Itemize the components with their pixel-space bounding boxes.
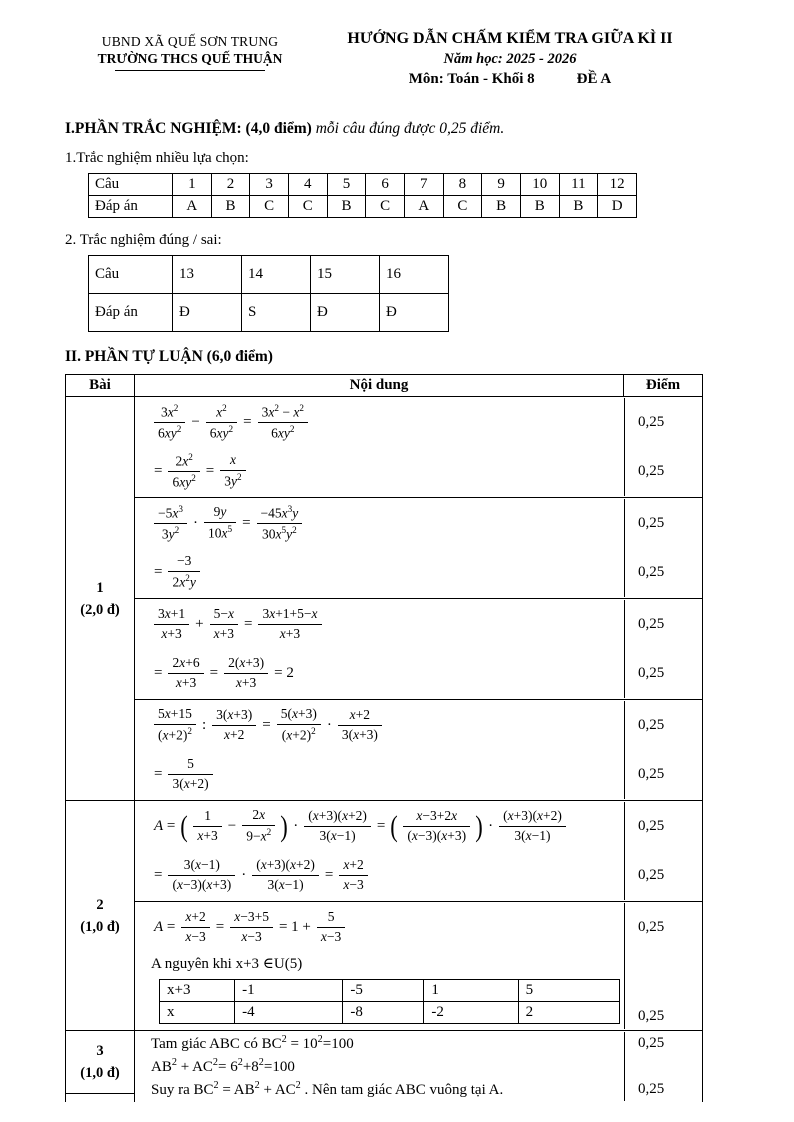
fraction: $\frac{(x+3)(x+2)}{3(x-1)}$ bbox=[499, 808, 566, 845]
fraction: $\frac{5}{x-3}$ bbox=[317, 909, 345, 946]
question-number-cell: 10 bbox=[520, 174, 559, 196]
question-number-cell: 5 bbox=[327, 174, 366, 196]
fraction: $\frac{3(x+3)}{x+2}$ bbox=[212, 707, 256, 744]
score-cell: 0,25 bbox=[624, 600, 702, 649]
score-cell: 0,25 bbox=[624, 802, 702, 851]
math-operator: : bbox=[201, 716, 207, 733]
fraction: $\frac{9y}{10x^5}$ bbox=[204, 504, 236, 542]
integer-case-cell: 2 bbox=[518, 1002, 619, 1024]
essay-row bbox=[66, 1031, 702, 1102]
solution-block bbox=[135, 699, 702, 800]
solution-content bbox=[135, 450, 624, 494]
question-number-cell: 6 bbox=[366, 174, 405, 196]
problem-number-cell bbox=[66, 1031, 135, 1102]
fraction: $\frac{-5x^3}{3y^2}$ bbox=[154, 504, 187, 544]
score-cell: 0,25 bbox=[624, 750, 702, 799]
essay-table-header bbox=[66, 375, 702, 397]
fraction: $\frac{5(x+3)}{(x+2)^2}$ bbox=[277, 706, 321, 744]
score-cell: 0,25 bbox=[624, 649, 702, 698]
fraction: $\frac{x+2}{x-3}$ bbox=[181, 909, 209, 946]
essay-column-header: Bài bbox=[66, 375, 135, 396]
solution-content bbox=[135, 907, 624, 948]
solution-content bbox=[135, 855, 624, 896]
solution-block bbox=[135, 397, 702, 497]
score-cell: 0,25 bbox=[624, 1032, 702, 1055]
math-operator: = bbox=[215, 918, 225, 935]
solution-content bbox=[135, 401, 624, 445]
fraction: $\frac{2(x+3)}{x+3}$ bbox=[224, 655, 268, 692]
integer-case-cell: x bbox=[160, 1002, 235, 1024]
essay-column-header: Nội dung bbox=[135, 375, 624, 396]
answer-cell: A bbox=[404, 196, 443, 218]
solution-line bbox=[135, 548, 702, 597]
score-cell: 0,25 bbox=[624, 447, 702, 496]
math-operator: − bbox=[227, 817, 237, 834]
mcq-label: 1.Trắc nghiệm nhiều lựa chọn: bbox=[65, 150, 249, 166]
solution-block bbox=[135, 901, 702, 1030]
fraction: $\frac{3x^2 - x^2}{6xy^2}$ bbox=[258, 403, 308, 443]
answer-cell: Đ bbox=[173, 294, 242, 332]
fraction: $\frac{3x+1}{x+3}$ bbox=[154, 606, 189, 643]
document-title: HƯỚNG DẪN CHẤM KIỂM TRA GIỮA KÌ II bbox=[347, 30, 673, 47]
math-operator: · bbox=[192, 514, 198, 531]
math-operator: = bbox=[243, 615, 253, 632]
question-number-cell: 7 bbox=[404, 174, 443, 196]
fraction: $\frac{(x+3)(x+2)}{3(x-1)}$ bbox=[304, 808, 371, 845]
solution-block bbox=[135, 598, 702, 699]
fraction: $\frac{1}{x+3}$ bbox=[193, 808, 221, 845]
solution-content: A nguyên khi x+3 ∈U(5) bbox=[151, 956, 303, 972]
math-operator: · bbox=[241, 866, 247, 883]
problem-number-line: (1,0 đ) bbox=[80, 1064, 120, 1081]
answer-cell: A bbox=[173, 196, 212, 218]
answer-cell: B bbox=[327, 196, 366, 218]
section1-heading-note: mỗi câu đúng được 0,25 điểm. bbox=[315, 120, 505, 137]
score-cell: 0,25 bbox=[624, 903, 702, 952]
fraction: $\frac{3(x-1)}{(x-3)(x+3)}$ bbox=[168, 857, 235, 894]
essay-row-body bbox=[135, 397, 702, 800]
fraction: $\frac{5}{3(x+2)}$ bbox=[168, 756, 212, 793]
fraction: $\frac{5x+15}{(x+2)^2}$ bbox=[154, 706, 196, 744]
answer-row bbox=[89, 294, 449, 332]
score-cell: 0,25 bbox=[624, 701, 702, 750]
solution-content: Tam giác ABC có $BC^2 = 10^2=100$ bbox=[151, 1034, 354, 1052]
solution-line bbox=[135, 398, 702, 447]
integer-case-cell: -5 bbox=[343, 980, 424, 1002]
math-operator: = bbox=[376, 817, 386, 834]
score-cell: 0,25 bbox=[624, 851, 702, 900]
math-operator: − bbox=[191, 413, 200, 430]
fraction: $\frac{3x^2}{6xy^2}$ bbox=[154, 403, 185, 443]
fraction: $\frac{-3}{2x^2y}$ bbox=[168, 553, 199, 591]
problem-number-line: 1 bbox=[96, 579, 104, 596]
solution-line bbox=[135, 1032, 702, 1055]
fraction: $\frac{2x}{9-x^2}$ bbox=[242, 807, 275, 845]
integer-case-table bbox=[159, 979, 620, 1024]
math-operator: = 1 + bbox=[278, 918, 311, 935]
solution-line bbox=[135, 802, 702, 851]
section1-heading bbox=[65, 120, 794, 138]
math-operator: = bbox=[262, 716, 271, 733]
org-block bbox=[65, 30, 315, 88]
solution-content bbox=[135, 653, 624, 694]
fraction: $\frac{x+2}{x-3}$ bbox=[339, 857, 367, 894]
math-operator: + bbox=[195, 615, 204, 632]
essay-table bbox=[65, 374, 703, 1102]
solution-content bbox=[135, 704, 624, 746]
fraction: $\frac{2x+6}{x+3}$ bbox=[168, 655, 203, 692]
solution-line bbox=[135, 750, 702, 799]
section1-heading-bold: I.PHẦN TRẮC NGHIỆM: (4,0 điểm) bbox=[65, 120, 312, 137]
answer-cell: D bbox=[598, 196, 637, 218]
solution-content bbox=[135, 604, 624, 645]
math-operator: = bbox=[154, 765, 163, 782]
integer-case-cell: -8 bbox=[343, 1002, 424, 1024]
solution-block bbox=[135, 1031, 702, 1102]
problem-number-cell bbox=[66, 801, 135, 1030]
question-number-cell: 1 bbox=[173, 174, 212, 196]
row-label: Đáp án bbox=[89, 196, 173, 218]
score-cell: 0,25 bbox=[624, 548, 702, 597]
solution-content bbox=[135, 551, 624, 593]
title-block bbox=[315, 30, 705, 88]
question-number-cell: 12 bbox=[598, 174, 637, 196]
solution-content: A = ( $\frac{1}{x+3}$ − $\frac{2x}{9-x^2}$ ) · $\frac{(x+3)(x+2)}{3(x-1)}$ = ( $\frac{x-3+2x}{(x-3)(x+3)}$ ) · $\frac{(x+3)(x+2)}{3(x-1)}$ bbox=[135, 805, 624, 847]
solution-line bbox=[135, 851, 702, 900]
question-number-row bbox=[89, 174, 637, 196]
fraction: $\frac{x}{3y^2}$ bbox=[220, 452, 245, 490]
math-operator: = bbox=[324, 866, 334, 883]
question-number-cell: 15 bbox=[311, 256, 380, 294]
question-number-cell: 11 bbox=[559, 174, 598, 196]
tf-label: 2. Trắc nghiệm đúng / sai: bbox=[65, 232, 222, 248]
math-operator: A = bbox=[154, 918, 176, 935]
integer-case-cell: -2 bbox=[424, 1002, 518, 1024]
subject-line bbox=[315, 71, 705, 88]
problem-number-box bbox=[66, 568, 134, 630]
tf-answer-table bbox=[88, 255, 449, 332]
solution-block bbox=[135, 801, 702, 901]
solution-content: $AB^2 + AC^2= 6^2+8^2=100$ bbox=[151, 1057, 295, 1075]
document-header bbox=[65, 30, 705, 88]
answer-cell: S bbox=[242, 294, 311, 332]
question-number-cell: 13 bbox=[173, 256, 242, 294]
solution-line bbox=[135, 649, 702, 698]
problem-number-line: (2,0 đ) bbox=[80, 601, 120, 618]
fraction: $\frac{(x+3)(x+2)}{3(x-1)}$ bbox=[252, 857, 319, 894]
answer-cell: C bbox=[250, 196, 289, 218]
essay-row-body bbox=[135, 801, 702, 1030]
fraction: $\frac{x-3+5}{x-3}$ bbox=[230, 909, 273, 946]
answer-cell: B bbox=[559, 196, 598, 218]
fraction: $\frac{2x^2}{6xy^2}$ bbox=[168, 452, 199, 492]
integer-case-row bbox=[160, 980, 620, 1002]
solution-line bbox=[135, 499, 702, 548]
answer-cell: B bbox=[482, 196, 521, 218]
essay-row-body bbox=[135, 1031, 702, 1102]
solution-line bbox=[135, 447, 702, 496]
subject: Môn: Toán - Khối 8 bbox=[408, 71, 535, 87]
row-label: Câu bbox=[89, 256, 173, 294]
answer-cell: C bbox=[443, 196, 482, 218]
integer-case-cell: -1 bbox=[235, 980, 343, 1002]
answer-row bbox=[89, 196, 637, 218]
question-number-cell: 4 bbox=[288, 174, 327, 196]
solution-block bbox=[135, 497, 702, 598]
solution-line bbox=[135, 600, 702, 649]
math-operator: = bbox=[205, 462, 215, 479]
math-operator: = bbox=[154, 462, 163, 479]
solution-content: Suy ra $BC^2 = AB^2 + AC^2$ . Nên tam giác ABC vuông tại A. bbox=[151, 1080, 504, 1098]
row-label: Câu bbox=[89, 174, 173, 196]
fraction: $\frac{x+2}{3(x+3)}$ bbox=[338, 707, 382, 744]
math-operator: · bbox=[293, 817, 299, 834]
score-cell: 0,25 bbox=[624, 398, 702, 447]
math-operator: = bbox=[243, 413, 252, 430]
math-operator: = bbox=[154, 563, 163, 580]
essay-row bbox=[66, 397, 702, 801]
solution-content bbox=[135, 975, 624, 1029]
question-number-row bbox=[89, 256, 449, 294]
school-year: Năm học: 2025 - 2026 bbox=[443, 51, 577, 67]
score-cell bbox=[624, 1055, 702, 1078]
answer-cell: B bbox=[520, 196, 559, 218]
solution-line bbox=[135, 1078, 702, 1101]
fraction: $\frac{x-3+2x}{(x-3)(x+3)}$ bbox=[403, 808, 470, 845]
problem-number-line: 3 bbox=[96, 1043, 104, 1059]
answer-cell: Đ bbox=[311, 294, 380, 332]
question-number-cell: 14 bbox=[242, 256, 311, 294]
problem-number-line: 2 bbox=[96, 896, 104, 913]
essay-column-header: Điểm bbox=[645, 377, 681, 393]
exam-code: ĐỀ A bbox=[576, 71, 612, 87]
question-number-cell: 9 bbox=[482, 174, 521, 196]
problem-number-box bbox=[66, 885, 134, 947]
math-operator: · bbox=[488, 817, 494, 834]
problem-number-line: (1,0 đ) bbox=[80, 918, 120, 935]
score-cell: 0,25 bbox=[624, 975, 702, 1029]
question-number-cell: 16 bbox=[380, 256, 449, 294]
math-operator: = bbox=[242, 514, 251, 531]
math-operator: = 2 bbox=[274, 664, 294, 681]
section2-heading: II. PHẦN TỰ LUẬN (6,0 điểm) bbox=[65, 348, 273, 365]
problem-number-box bbox=[66, 1031, 134, 1094]
org-underline bbox=[115, 70, 265, 71]
integer-case-cell: 1 bbox=[424, 980, 518, 1002]
org-line2: TRƯỜNG THCS QUẾ THUẬN bbox=[97, 51, 283, 66]
integer-case-cell: -4 bbox=[235, 1002, 343, 1024]
solution-line bbox=[135, 701, 702, 750]
fraction: $\frac{x^2}{6xy^2}$ bbox=[206, 403, 237, 443]
score-cell bbox=[624, 952, 702, 975]
math-operator: = bbox=[154, 664, 163, 681]
question-number-cell: 3 bbox=[250, 174, 289, 196]
integer-case-cell: x+3 bbox=[160, 980, 235, 1002]
math-operator: = bbox=[209, 664, 219, 681]
fraction: $\frac{3x+1+5-x}{x+3}$ bbox=[258, 606, 321, 643]
essay-row bbox=[66, 801, 702, 1031]
solution-line bbox=[135, 975, 702, 1029]
score-cell: 0,25 bbox=[624, 1078, 702, 1101]
integer-case-cell: 5 bbox=[518, 980, 619, 1002]
score-cell: 0,25 bbox=[624, 499, 702, 548]
fraction: $\frac{-45x^3y}{30x^5y^2}$ bbox=[257, 504, 303, 544]
math-operator: = bbox=[154, 866, 163, 883]
answer-cell: C bbox=[366, 196, 405, 218]
solution-line bbox=[135, 1055, 702, 1078]
solution-content bbox=[135, 502, 624, 546]
row-label: Đáp án bbox=[89, 294, 173, 332]
solution-line bbox=[135, 952, 702, 975]
integer-case-row bbox=[160, 1002, 620, 1024]
question-number-cell: 8 bbox=[443, 174, 482, 196]
fraction: $\frac{5-x}{x+3}$ bbox=[210, 606, 238, 643]
org-line1: UBND XÃ QUẾ SƠN TRUNG bbox=[101, 34, 279, 49]
math-operator: · bbox=[326, 716, 332, 733]
solution-line bbox=[135, 903, 702, 952]
question-number-cell: 2 bbox=[211, 174, 250, 196]
answer-cell: B bbox=[211, 196, 250, 218]
math-operator: A = bbox=[154, 817, 176, 834]
mcq-answer-table bbox=[88, 173, 637, 218]
answer-cell: C bbox=[288, 196, 327, 218]
solution-content bbox=[135, 754, 624, 795]
problem-number-cell bbox=[66, 397, 135, 800]
answer-cell: Đ bbox=[380, 294, 449, 332]
